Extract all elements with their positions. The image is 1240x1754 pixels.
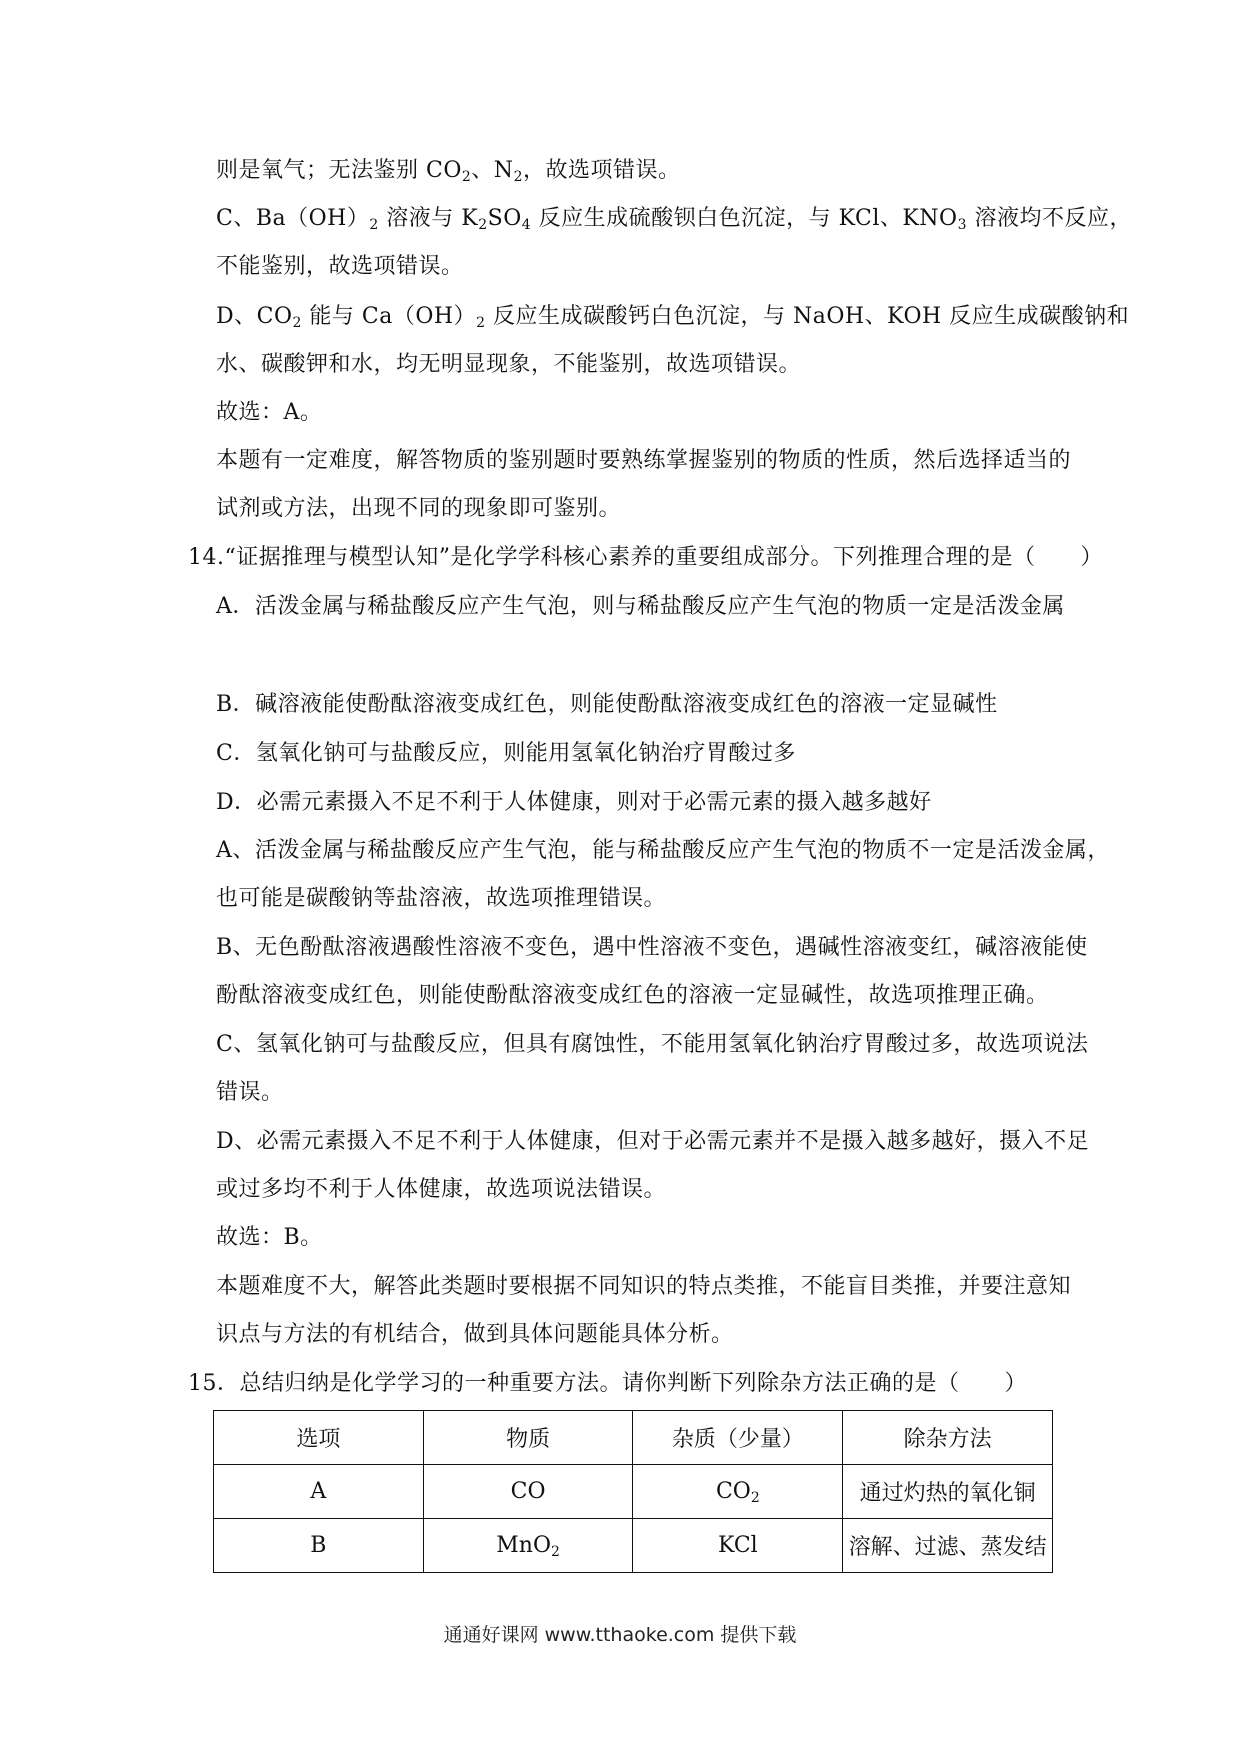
table-header-cell: 物质	[423, 1411, 633, 1465]
analysis-line: D、必需元素摄入不足不利于人体健康，但对于必需元素并不是摄入越多越好，摄入不足	[216, 1129, 1090, 1154]
comment-line: 识点与方法的有机结合，做到具体问题能具体分析。	[216, 1322, 734, 1347]
analysis-line: B、无色酚酞溶液遇酸性溶液不变色，遇中性溶液不变色，遇碱性溶液变红，碱溶液能使	[216, 935, 1088, 960]
comment-line: 本题有一定难度，解答物质的鉴别题时要熟练掌握鉴别的物质的性质，然后选择适当的	[216, 448, 1072, 473]
comment-line: 试剂或方法，出现不同的现象即可鉴别。	[216, 496, 622, 521]
table-cell-option: A	[214, 1465, 424, 1519]
analysis-line: C、$Ba(OH)_2$ 溶液与 $K_2SO_4$ 反应生成硫酸钡白色沉淀，与 KCl、$KNO_3$ 溶液均不反应，	[216, 206, 1133, 233]
question-14-option-d: D．必需元素摄入不足不利于人体健康，则对于必需元素的摄入越多越好	[216, 790, 932, 815]
table-cell-method: 通过灼热的氧化铜	[843, 1465, 1053, 1519]
analysis-line: 或过多均不利于人体健康，故选项说法错误。	[216, 1177, 667, 1202]
analysis-line: A、活泼金属与稀盐酸反应产生气泡，能与稀盐酸反应产生气泡的物质不一定是活泼金属，	[216, 838, 1110, 863]
question-14-option-c: C．氢氧化钠可与盐酸反应，则能用氢氧化钠治疗胃酸过多	[216, 741, 796, 766]
question-15-stem: 15．总结归纳是化学学习的一种重要方法。请你判断下列除杂方法正确的是（ ）	[188, 1371, 1027, 1396]
table-cell-option: B	[214, 1519, 424, 1573]
table-cell-substance: MnO$_2$	[423, 1519, 633, 1573]
table-cell-impurity: KCl	[633, 1519, 843, 1573]
table-row	[214, 1465, 1053, 1519]
analysis-line: 则是氧气；无法鉴别 $CO_2$、$N_2$，故选项错误。	[216, 158, 681, 185]
table-cell-substance: CO	[423, 1465, 633, 1519]
table-header-cell: 杂质（少量）	[633, 1411, 843, 1465]
table-header-cell: 选项	[214, 1411, 424, 1465]
question-14-option-a: A．活泼金属与稀盐酸反应产生气泡，则与稀盐酸反应产生气泡的物质一定是活泼金属	[216, 594, 1065, 619]
answer-line: 故选：A。	[216, 400, 323, 425]
footer-download-note: 通通好课网 www.tthaoke.com 提供下载	[443, 1624, 797, 1646]
table-cell-method: 溶解、过滤、蒸发结	[843, 1519, 1053, 1573]
answer-line: 故选：B。	[216, 1225, 323, 1250]
analysis-line: 酚酞溶液变成红色，则能使酚酞溶液变成红色的溶液一定显碱性，故选项推理正确。	[216, 983, 1049, 1008]
table-header-cell: 除杂方法	[843, 1411, 1053, 1465]
analysis-line: 也可能是碳酸钠等盐溶液，故选项推理错误。	[216, 886, 667, 911]
question-14-option-b: B．碱溶液能使酚酞溶液变成红色，则能使酚酞溶液变成红色的溶液一定显碱性	[216, 692, 998, 717]
analysis-line: 不能鉴别，故选项错误。	[216, 254, 464, 279]
table-row	[214, 1519, 1053, 1573]
question-14-stem: 14.“证据推理与模型认知”是化学学科核心素养的重要组成部分。下列推理合理的是（ ）	[188, 545, 1103, 570]
analysis-line: 水、碳酸钾和水，均无明显现象，不能鉴别，故选项错误。	[216, 352, 802, 377]
table-header-row	[214, 1411, 1053, 1465]
comment-line: 本题难度不大，解答此类题时要根据不同知识的特点类推，不能盲目类推，并要注意知	[216, 1274, 1072, 1299]
table-cell-impurity: $CO_2$	[633, 1465, 843, 1519]
impurity-removal-table	[213, 1410, 1053, 1573]
analysis-line: C、氢氧化钠可与盐酸反应，但具有腐蚀性，不能用氢氧化钠治疗胃酸过多，故选项说法	[216, 1032, 1089, 1057]
analysis-line: D、$CO_2$ 能与 $Ca(OH)_2$ 反应生成碳酸钙白色沉淀，与 NaOH、KOH 反应生成碳酸钠和	[216, 304, 1130, 331]
analysis-line: 错误。	[216, 1080, 284, 1105]
